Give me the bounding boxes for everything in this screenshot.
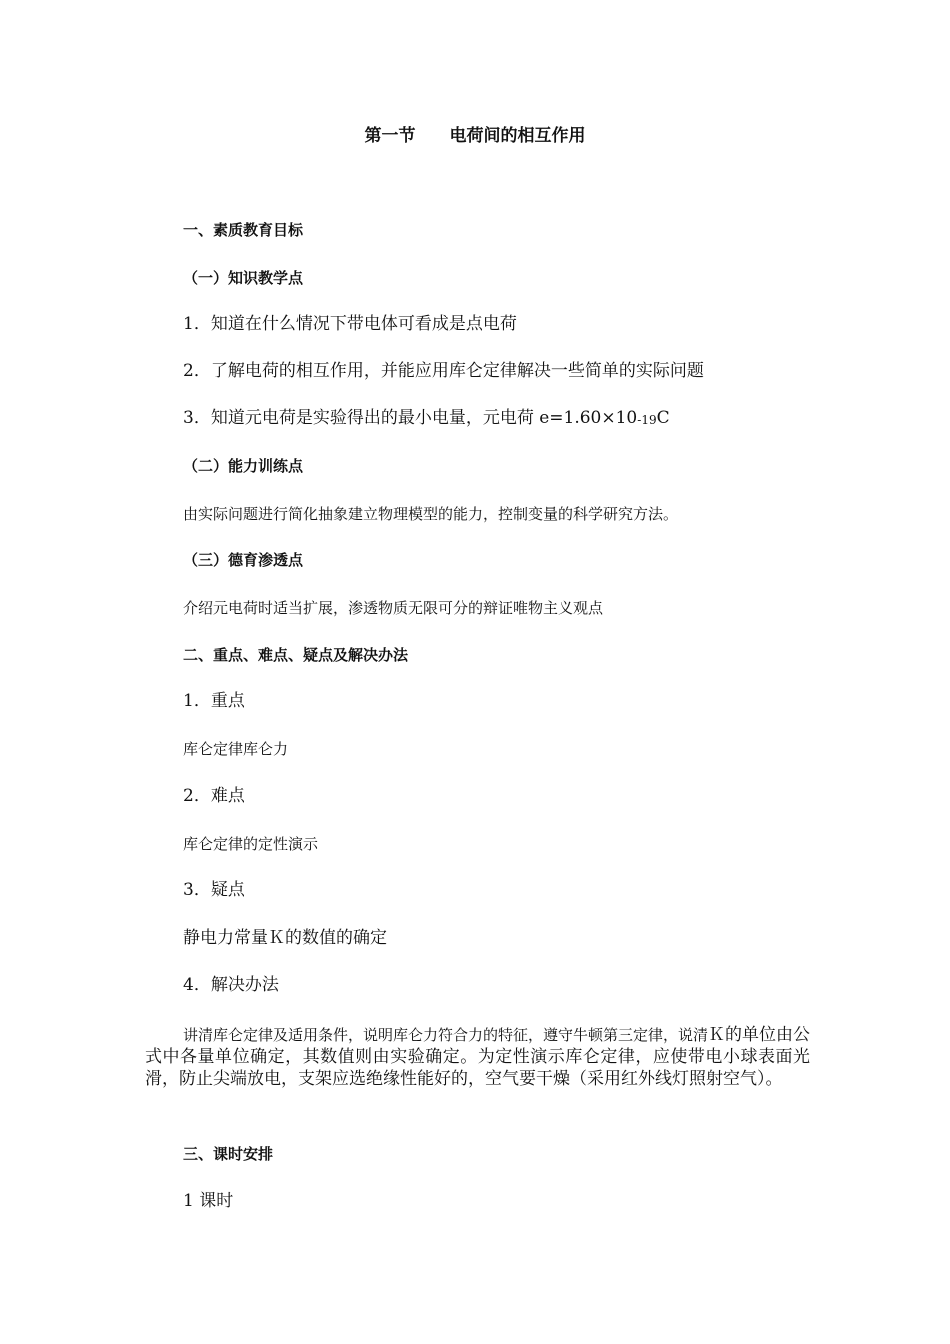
page-title: 第一节 电荷间的相互作用	[364, 126, 586, 146]
subheading-moral-points: （三）德育渗透点	[183, 551, 304, 569]
solution-lead-text: 讲清库仑定律及适用条件，说明库仑力符合力的特征，遵守牛顿第三定律，说清	[183, 1026, 709, 1044]
section-heading-goals: 一、素质教育目标	[183, 221, 304, 239]
schedule-text: 1 课时	[183, 1191, 234, 1211]
moral-text: 介绍元电荷时适当扩展，渗透物质无限可分的辩证唯物主义观点	[183, 599, 604, 617]
section-heading-schedule: 三、课时安排	[183, 1145, 274, 1163]
knowledge-item-2: 2．了解电荷的相互作用，并能应用库仑定律解决一些简单的实际问题	[183, 361, 704, 381]
knowledge-item-3	[183, 410, 670, 427]
section-heading-key-points: 二、重点、难点、疑点及解决办法	[183, 646, 409, 664]
doubt-point-label: 3．疑点	[183, 880, 245, 900]
charge-unit: C	[656, 408, 670, 428]
knowledge-item-1: 1．知道在什么情况下带电体可看成是点电荷	[183, 314, 517, 334]
charge-exponent: -19	[637, 413, 657, 427]
ability-text: 由实际问题进行简化抽象建立物理模型的能力，控制变量的科学研究方法。	[183, 505, 679, 523]
key-point-label: 1．重点	[183, 691, 245, 711]
solution-label: 4．解决办法	[183, 975, 279, 995]
solution-paragraph	[145, 1024, 810, 1090]
subheading-ability-points: （二）能力训练点	[183, 457, 304, 475]
difficult-point-label: 2．难点	[183, 786, 245, 806]
key-point-text: 库仑定律库仑力	[183, 740, 289, 758]
difficult-point-text: 库仑定律的定性演示	[183, 835, 319, 853]
subheading-knowledge-points: （一）知识教学点	[183, 269, 304, 287]
solution-rest-text: Ｋ的单位由公式中各量单位确定，其数值则由实验确定。为定性演示库仑定律，应使带电小球表面光滑，防止尖端放电，支架应选绝缘性能好的，空气要干燥（采用红外线灯照射空气）。	[145, 1025, 811, 1089]
knowledge-item-3-text: 3．知道元电荷是实验得出的最小电量，元电荷 e=1.60×10	[183, 408, 638, 428]
doubt-point-text: 静电力常量Ｋ的数值的确定	[183, 928, 387, 948]
